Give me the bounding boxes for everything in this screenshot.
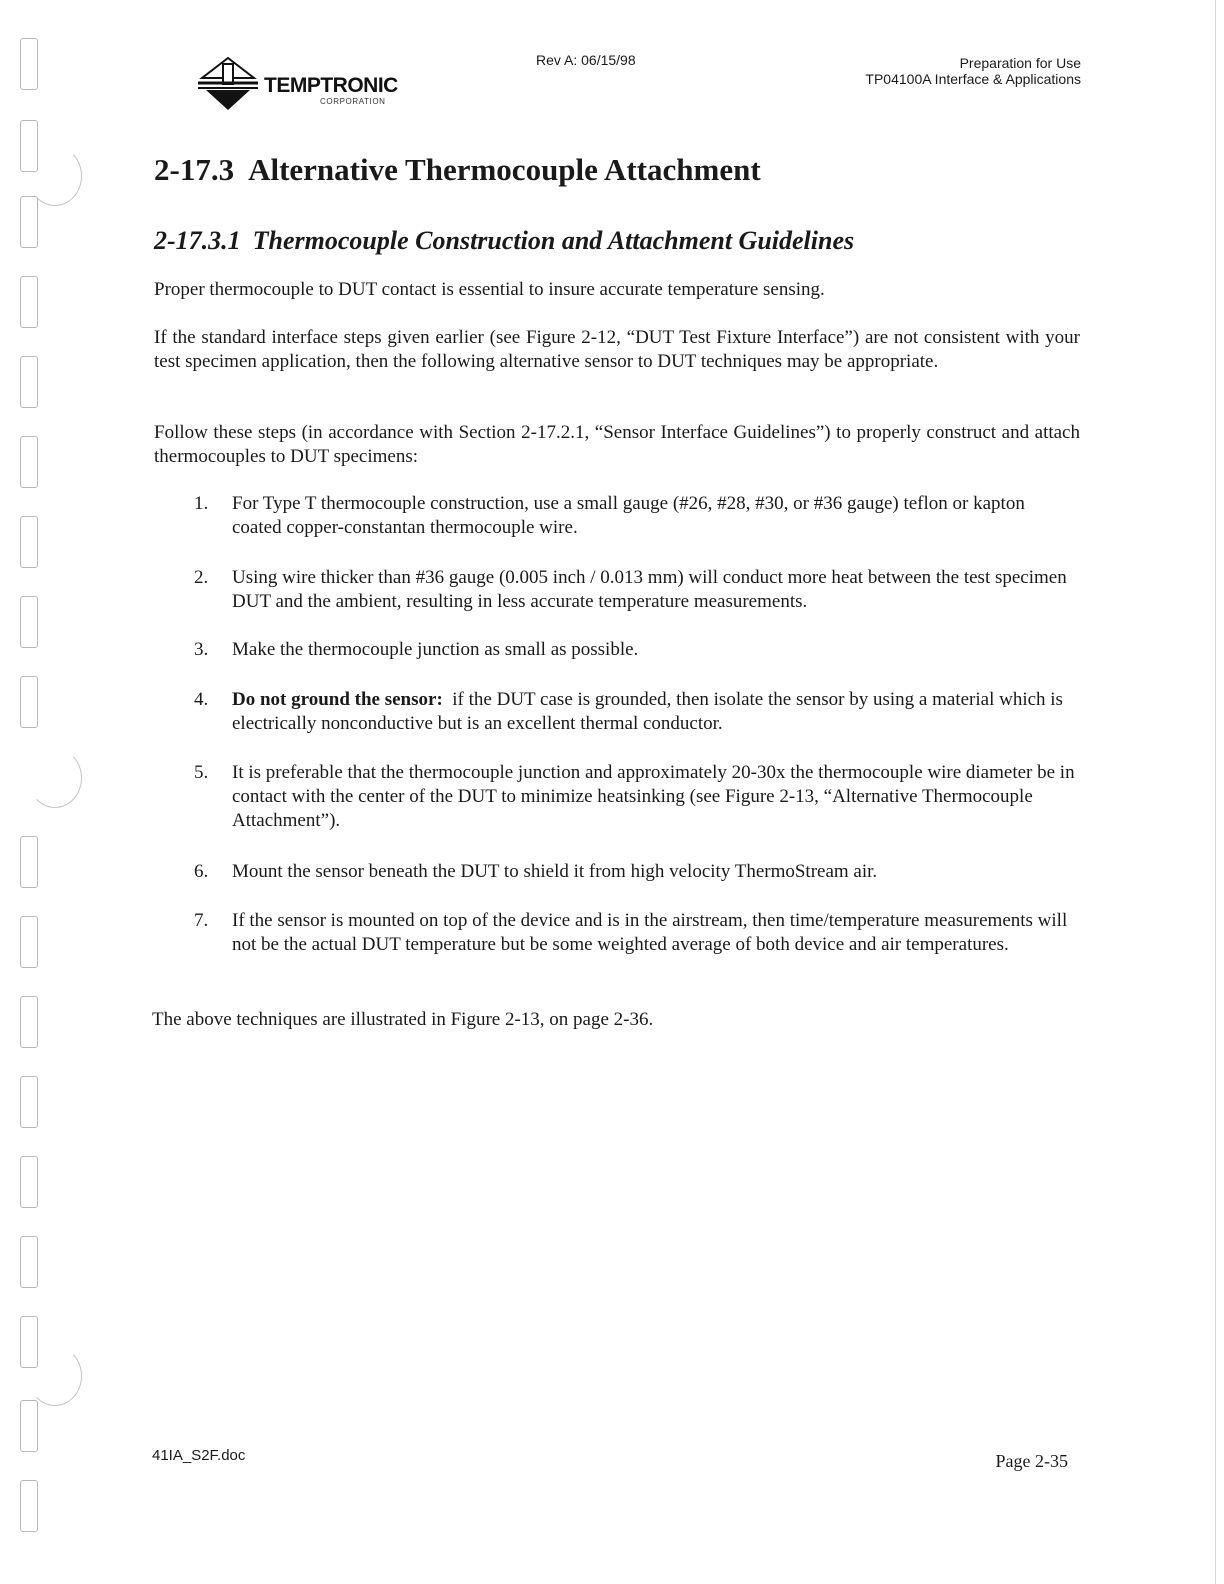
binder-hole	[20, 836, 38, 888]
binder-hole	[20, 1156, 38, 1208]
paragraph: Follow these steps (in accordance with Section 2-17.2.1, “Sensor Interface Guidelines”) to properly construct and attach thermocouples to DUT specimens:	[154, 422, 1080, 467]
section-heading-text: Alternative Thermocouple Attachment	[248, 152, 761, 187]
list-item-text	[232, 688, 1077, 736]
company-logo	[196, 56, 406, 112]
document-title: TP04100A Interface & Applications	[865, 71, 1081, 87]
header-right	[865, 55, 1081, 87]
binder-hole	[20, 38, 38, 90]
section-number: 2-17.3	[154, 152, 235, 187]
footer-filename: 41IA_S2F.doc	[152, 1447, 246, 1464]
list-item-number: 6.	[194, 861, 209, 882]
binder-ring	[28, 1346, 82, 1406]
binder-hole	[20, 1480, 38, 1532]
binder-hole	[20, 1400, 38, 1452]
binder-hole	[20, 596, 38, 648]
binder-hole	[20, 276, 38, 328]
list-item-number: 2.	[194, 567, 209, 588]
subsection-number: 2-17.3.1	[154, 226, 241, 255]
paragraph: If the standard interface steps given earlier (see Figure 2-12, “DUT Test Fixture Interface”) are not consistent with your test specimen application, then the following alternative sensor to DUT techniques may be appropriate.	[154, 327, 1080, 372]
page-edge	[1215, 0, 1216, 1584]
binder-hole	[20, 196, 38, 248]
company-subtitle: CORPORATION	[320, 97, 386, 106]
list-item-text: It is preferable that the thermocouple junction and approximately 20-30x the thermocouple wire diameter be in contact with the center of the DUT to minimize heatsinking (see Figure 2-13, “Alternative Thermocouple Attachment”).	[232, 762, 1075, 831]
list-item-text: Make the thermocouple junction as small as possible.	[232, 639, 639, 660]
list-item-bold: Do not ground the sensor:	[232, 689, 443, 710]
list-item-text: Using wire thicker than #36 gauge (0.005 inch / 0.013 mm) will conduct more heat between the test specimen DUT and the ambient, resulting in less accurate temperature measurements.	[232, 567, 1067, 612]
list-item-text: For Type T thermocouple construction, use a small gauge (#26, #28, #30, or #36 gauge) teflon or kapton coated copper-constantan thermocouple wire.	[232, 493, 1025, 538]
list-item-number: 5.	[194, 762, 209, 783]
list-item-number: 3.	[194, 639, 209, 660]
company-name: TEMPTRONIC	[264, 74, 398, 97]
closing-paragraph: The above techniques are illustrated in Figure 2-13, on page 2-36.	[152, 1009, 654, 1030]
binder-hole	[20, 356, 38, 408]
binder-hole	[20, 1236, 38, 1288]
revision-date: Rev A: 06/15/98	[536, 52, 636, 68]
section-heading	[154, 152, 761, 188]
subsection-heading-text: Thermocouple Construction and Attachment Guidelines	[252, 226, 855, 255]
binder-hole	[20, 916, 38, 968]
logo-arrows-icon	[196, 56, 260, 112]
list-item-text: If the sensor is mounted on top of the device and is in the airstream, then time/temperature measurements will not be the actual DUT temperature but be some weighted average of both device and air temperatures.	[232, 910, 1068, 955]
list-item-number: 4.	[194, 689, 209, 710]
list-item-number: 7.	[194, 910, 209, 931]
binder-hole	[20, 1076, 38, 1128]
page-number: Page 2-35	[995, 1451, 1068, 1471]
binder-hole	[20, 516, 38, 568]
section-title: Preparation for Use	[959, 55, 1081, 71]
list-item-rest: if the DUT case is grounded, then isolate the sensor by using a material which is electrically nonconductive but is an excellent thermal conductor.	[232, 689, 1063, 734]
list-item-text: Mount the sensor beneath the DUT to shield it from high velocity ThermoStream air.	[232, 861, 878, 882]
binder-ring	[28, 748, 82, 808]
subsection-heading	[154, 226, 854, 256]
binder-hole	[20, 436, 38, 488]
binder-hole	[20, 996, 38, 1048]
list-item-number: 1.	[194, 493, 209, 514]
binder-hole	[20, 676, 38, 728]
paragraph: Proper thermocouple to DUT contact is essential to insure accurate temperature sensing.	[154, 279, 825, 300]
